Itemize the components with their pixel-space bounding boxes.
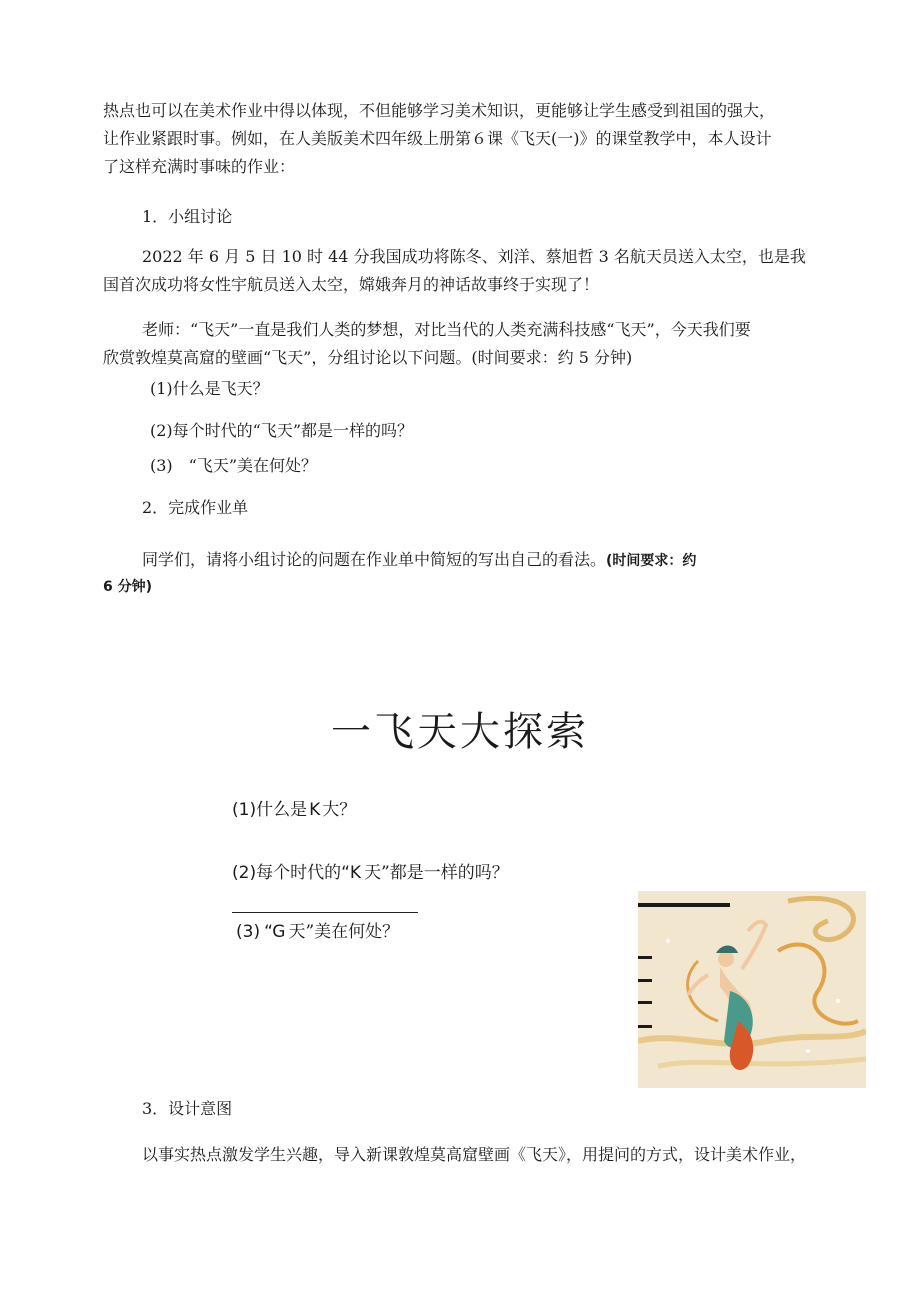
q1-letter: K — [309, 800, 321, 820]
section3-heading: 3．设计意图 — [142, 1099, 233, 1118]
question-3: (3) “飞天”美在何处？ — [150, 456, 318, 475]
intro-line-3: 了这样充满时事味的作业： — [103, 157, 296, 176]
question-2: (2)每个时代的“飞天”都是一样的吗？ — [150, 421, 414, 440]
worksheet-question-1 — [232, 795, 356, 820]
teacher-line-1: 老师：“飞天”一直是我们人类的梦想，对比当代的人类充满科技感“飞天”，今天我们要 — [142, 320, 751, 339]
feitian-illustration — [638, 891, 866, 1088]
q2-number: (2) — [232, 863, 257, 883]
q1-end: 大？ — [322, 800, 357, 820]
section2-heading: 2．完成作业单 — [142, 498, 249, 517]
section2-line-2: 6 分钟) — [103, 579, 153, 595]
news-line-1: 2022 年 6 月 5 日 10 时 44 分我国成功将陈冬、刘洋、蔡旭哲 3 名航天员送入太空，也是我 — [142, 247, 806, 266]
q3-end: 天”美在何处？ — [288, 922, 400, 942]
section2-line-1 — [142, 546, 696, 575]
section1-heading: 1．小组讨论 — [142, 207, 233, 226]
intro-line-1: 热点也可以在美术作业中得以体现，不但能够学习美术知识，更能够让学生感受到祖国的强大， — [103, 101, 776, 120]
answer-underline — [232, 912, 418, 913]
question-1: (1)什么是飞天？ — [150, 379, 269, 398]
worksheet-question-2 — [232, 858, 509, 883]
time-requirement: (时间要求：约 — [606, 553, 697, 569]
q1-text: 什么是 — [256, 800, 308, 820]
q2-quote: “K — [341, 863, 362, 883]
q3-quote: “G — [264, 922, 286, 942]
q2-end: 天”都是一样的吗？ — [364, 863, 509, 883]
worksheet-title: 一飞天大探索 — [331, 709, 589, 755]
teacher-line-2: 欣赏敦煌莫高窟的壁画“飞天”，分组讨论以下问题。(时间要求：约 5 分钟) — [103, 348, 633, 367]
intro-line-2: 让作业紧跟时事。例如，在人美版美术四年级上册第６课《飞天(一)》的课堂教学中，本人设计 — [103, 129, 772, 148]
q2-text: 每个时代的 — [256, 863, 342, 883]
q3-number: (3) — [236, 922, 261, 942]
worksheet-question-3 — [236, 917, 399, 942]
q1-number: (1) — [232, 800, 257, 820]
news-line-2: 国首次成功将女性宇航员送入太空，嫦娥奔月的神话故事终于实现了！ — [103, 275, 600, 294]
section3-line-1: 以事实热点激发学生兴趣，导入新课敦煌莫高窟壁画《飞天》，用提问的方式，设计美术作业， — [142, 1145, 807, 1164]
section2-text: 同学们，请将小组讨论的问题在作业单中简短的写出自己的看法。 — [142, 550, 607, 569]
